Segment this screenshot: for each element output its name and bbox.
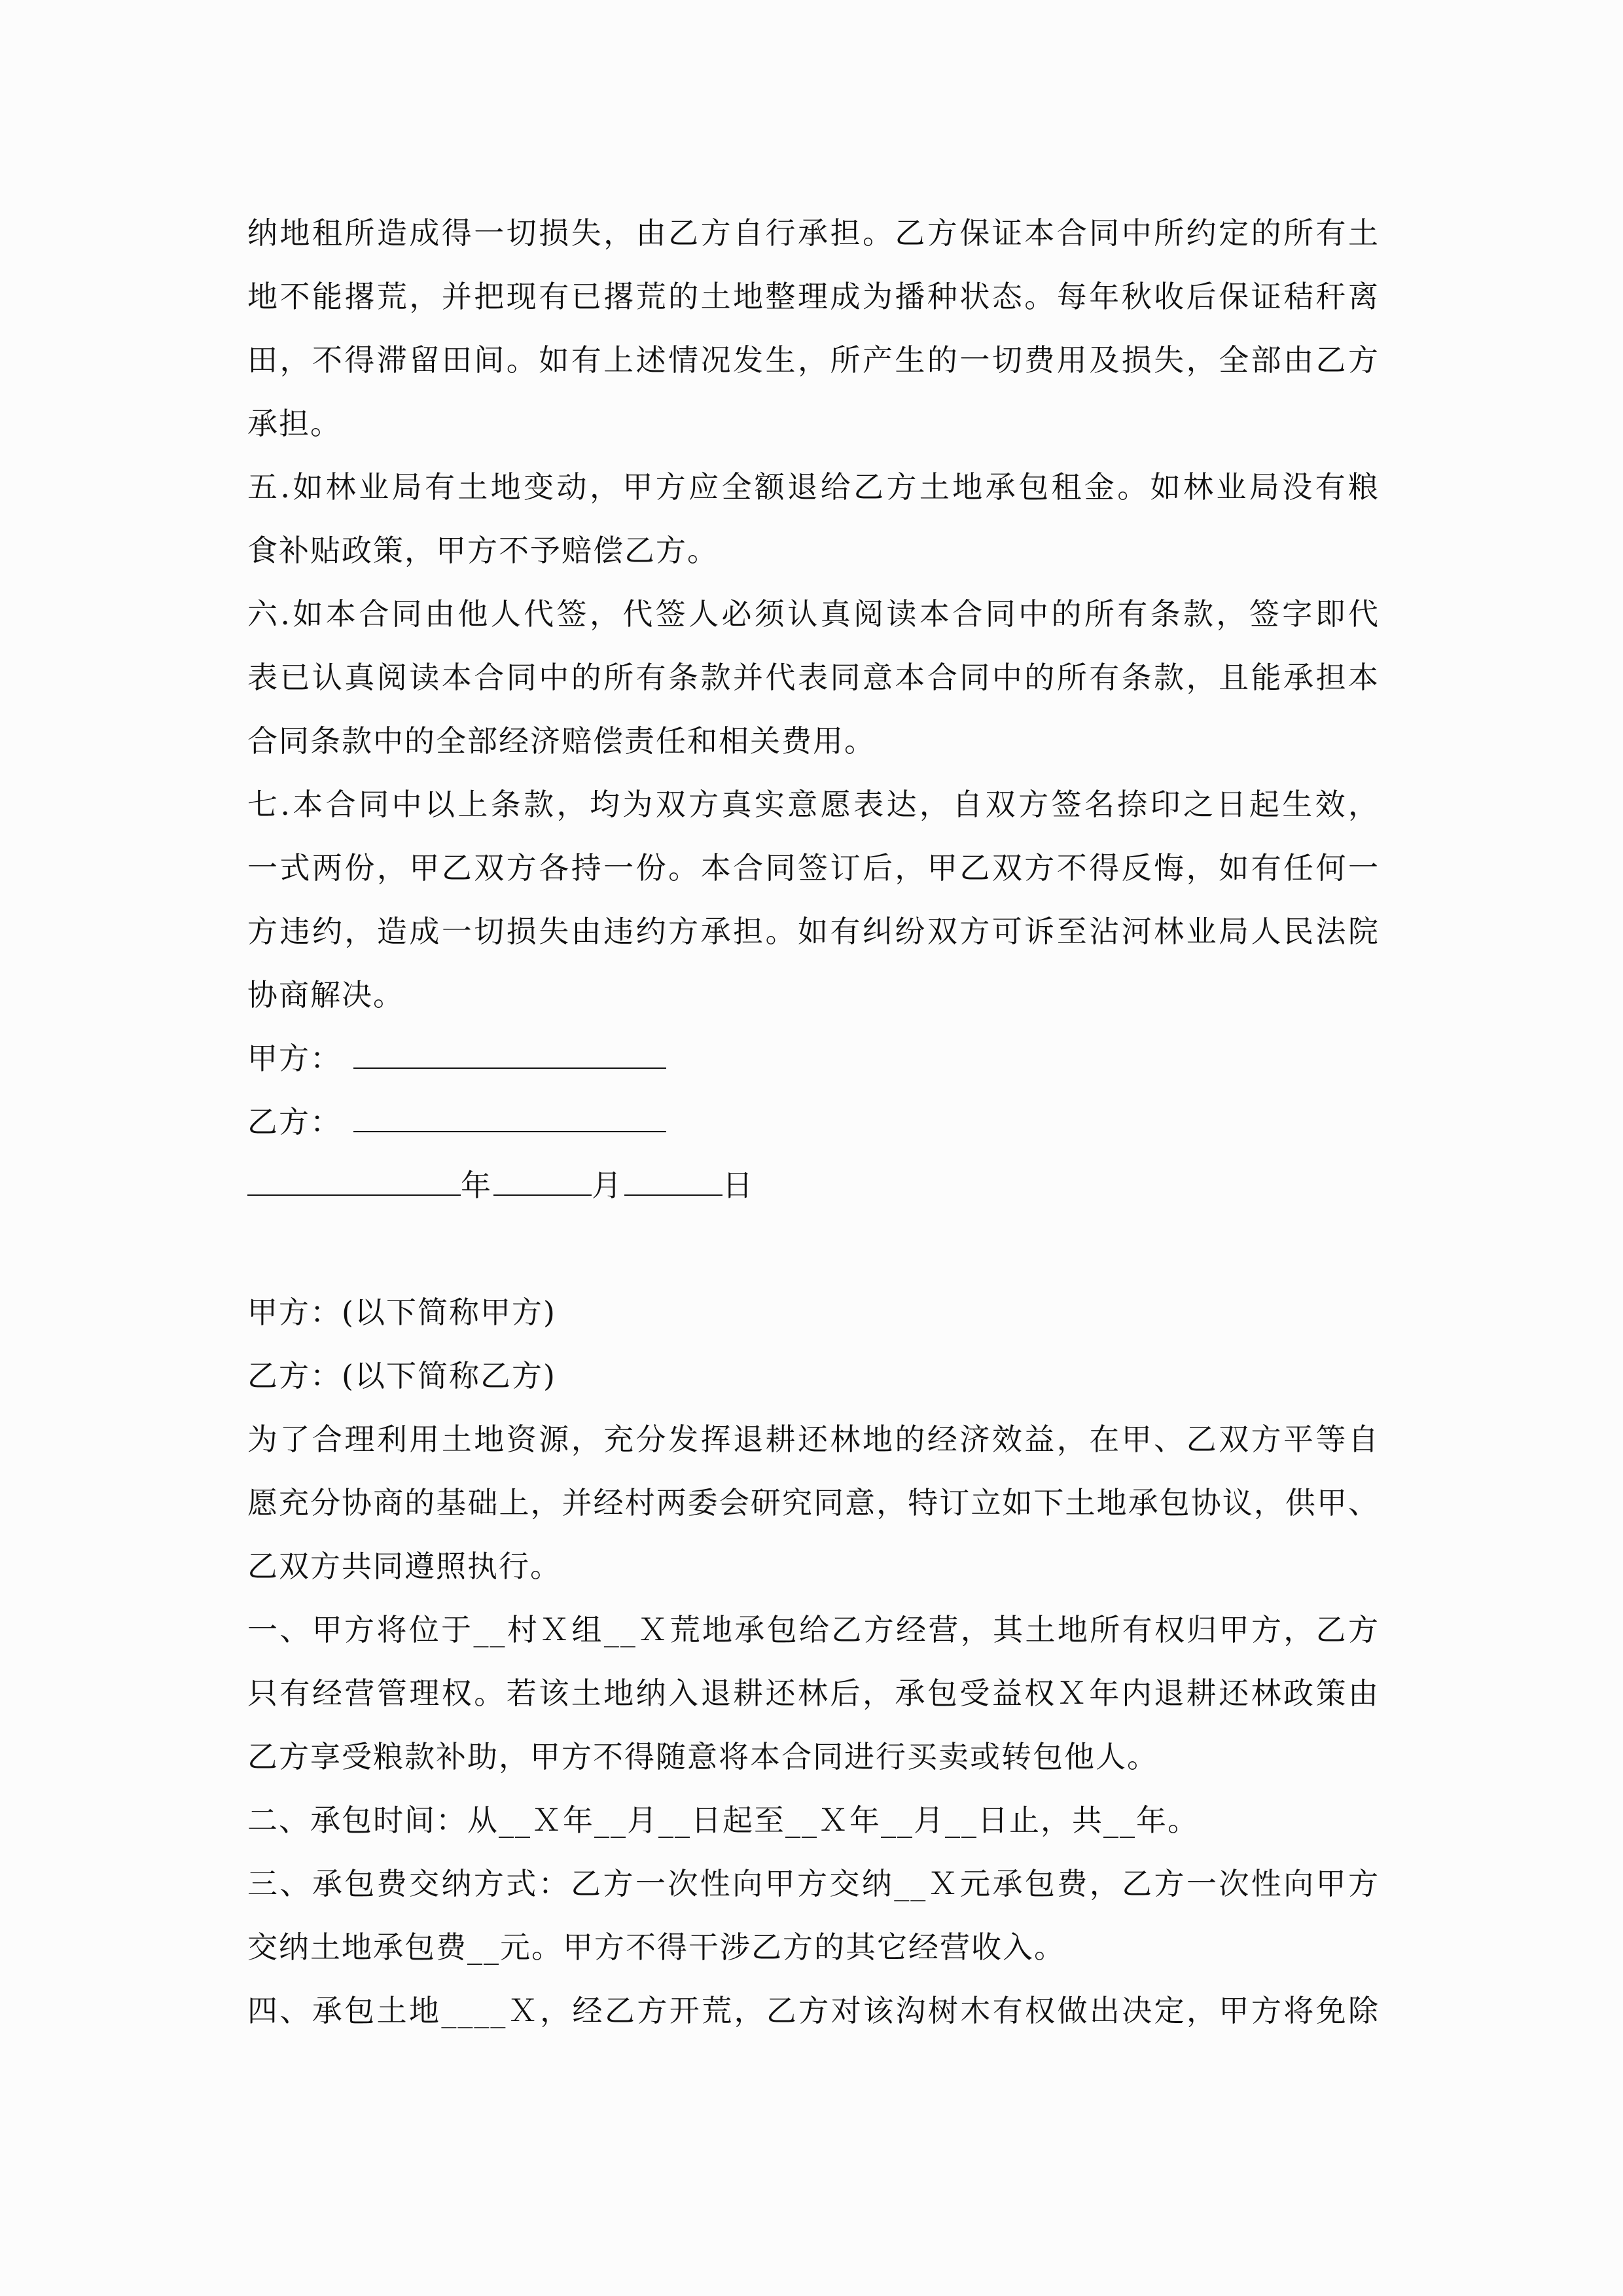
party-a-signature-row (247, 1027, 1380, 1090)
text-line: 四、承包土地____Ｘ，经乙方开荒，乙方对该沟树木有权做出决定，甲方将免除 (247, 1993, 1380, 2028)
text-line: 乙方享受粮款补助，甲方不得随意将本合同进行买卖或转包他人。 (247, 1739, 1158, 1774)
clause-7 (247, 773, 1380, 1027)
text-line: 只有经营管理权。若该土地纳入退耕还林后，承包受益权Ｘ年内退耕还林政策由 (247, 1676, 1380, 1711)
signature-block (247, 1027, 1380, 1217)
party-b-signature-field[interactable] (353, 1094, 666, 1132)
year-field[interactable] (247, 1158, 461, 1196)
day-label: 日 (722, 1168, 753, 1203)
clause-4 (247, 1979, 1380, 2043)
text-line: 六.如本合同由他人代签，代签人必须认真阅读本合同中的所有条款，签字即代 (247, 596, 1380, 632)
intro-paragraph (247, 1408, 1380, 1598)
party-a-label: 甲方： (247, 1041, 342, 1076)
text-line: 三、承包费交纳方式：乙方一次性向甲方交纳__Ｘ元承包费，乙方一次性向甲方 (247, 1866, 1380, 1901)
text-line: 田，不得滞留田间。如有上述情况发生，所产生的一切费用及损失，全部由乙方 (247, 342, 1380, 378)
section-gap (247, 1217, 1380, 1281)
month-field[interactable] (493, 1158, 592, 1196)
text-line: 乙双方共同遵照执行。 (247, 1549, 562, 1584)
clause-6 (247, 583, 1380, 773)
party-a-line: 甲方：(以下简称甲方) (247, 1295, 556, 1330)
text-line: 二、承包时间：从__Ｘ年__月__日起至__Ｘ年__月__日止，共__年。 (247, 1803, 1199, 1838)
party-b-signature-row (247, 1090, 1380, 1154)
text-line: 纳地租所造成得一切损失，由乙方自行承担。乙方保证本合同中所约定的所有土 (247, 215, 1380, 251)
month-label: 月 (592, 1168, 622, 1203)
clause-5 (247, 456, 1380, 583)
clause-1 (247, 1598, 1380, 1789)
text-line: 合同条款中的全部经济赔偿责任和相关费用。 (247, 723, 876, 759)
year-label: 年 (461, 1168, 491, 1203)
date-row (247, 1154, 1380, 1217)
text-line: 协商解决。 (247, 977, 404, 1013)
text-line: 为了合理利用土地资源，充分发挥退耕还林地的经济效益，在甲、乙双方平等自 (247, 1422, 1380, 1457)
text-line: 一、甲方将位于__村Ｘ组__Ｘ荒地承包给乙方经营，其土地所有权归甲方，乙方 (247, 1612, 1380, 1647)
clause-2 (247, 1789, 1380, 1852)
text-line: 承担。 (247, 406, 342, 441)
party-b-line: 乙方：(以下简称乙方) (247, 1358, 556, 1393)
document-page (247, 202, 1380, 2043)
day-field[interactable] (624, 1158, 722, 1196)
text-line: 交纳土地承包费__元。甲方不得干涉乙方的其它经营收入。 (247, 1929, 1065, 1965)
text-line: 愿充分协商的基础上，并经村两委会研究同意，特订立如下土地承包协议，供甲、 (247, 1485, 1380, 1520)
party-b-label: 乙方： (247, 1104, 342, 1139)
clause-3 (247, 1852, 1380, 1979)
text-line: 七.本合同中以上条款，均为双方真实意愿表达，自双方签名捺印之日起生效， (247, 787, 1380, 822)
text-line: 地不能撂荒，并把现有已撂荒的土地整理成为播种状态。每年秋收后保证秸秆离 (247, 279, 1380, 314)
text-line: 食补贴政策，甲方不予赔偿乙方。 (247, 533, 719, 568)
text-line: 一式两份，甲乙双方各持一份。本合同签订后，甲乙双方不得反悔，如有任何一 (247, 850, 1380, 886)
paragraph-continuation (247, 202, 1380, 456)
text-line: 五.如林业局有土地变动，甲方应全额退给乙方土地承包租金。如林业局没有粮 (247, 469, 1380, 505)
party-a-signature-field[interactable] (353, 1031, 666, 1069)
text-line: 表已认真阅读本合同中的所有条款并代表同意本合同中的所有条款，且能承担本 (247, 660, 1380, 695)
text-line: 方违约，造成一切损失由违约方承担。如有纠纷双方可诉至沾河林业局人民法院 (247, 914, 1380, 949)
parties-header (247, 1281, 1380, 1408)
